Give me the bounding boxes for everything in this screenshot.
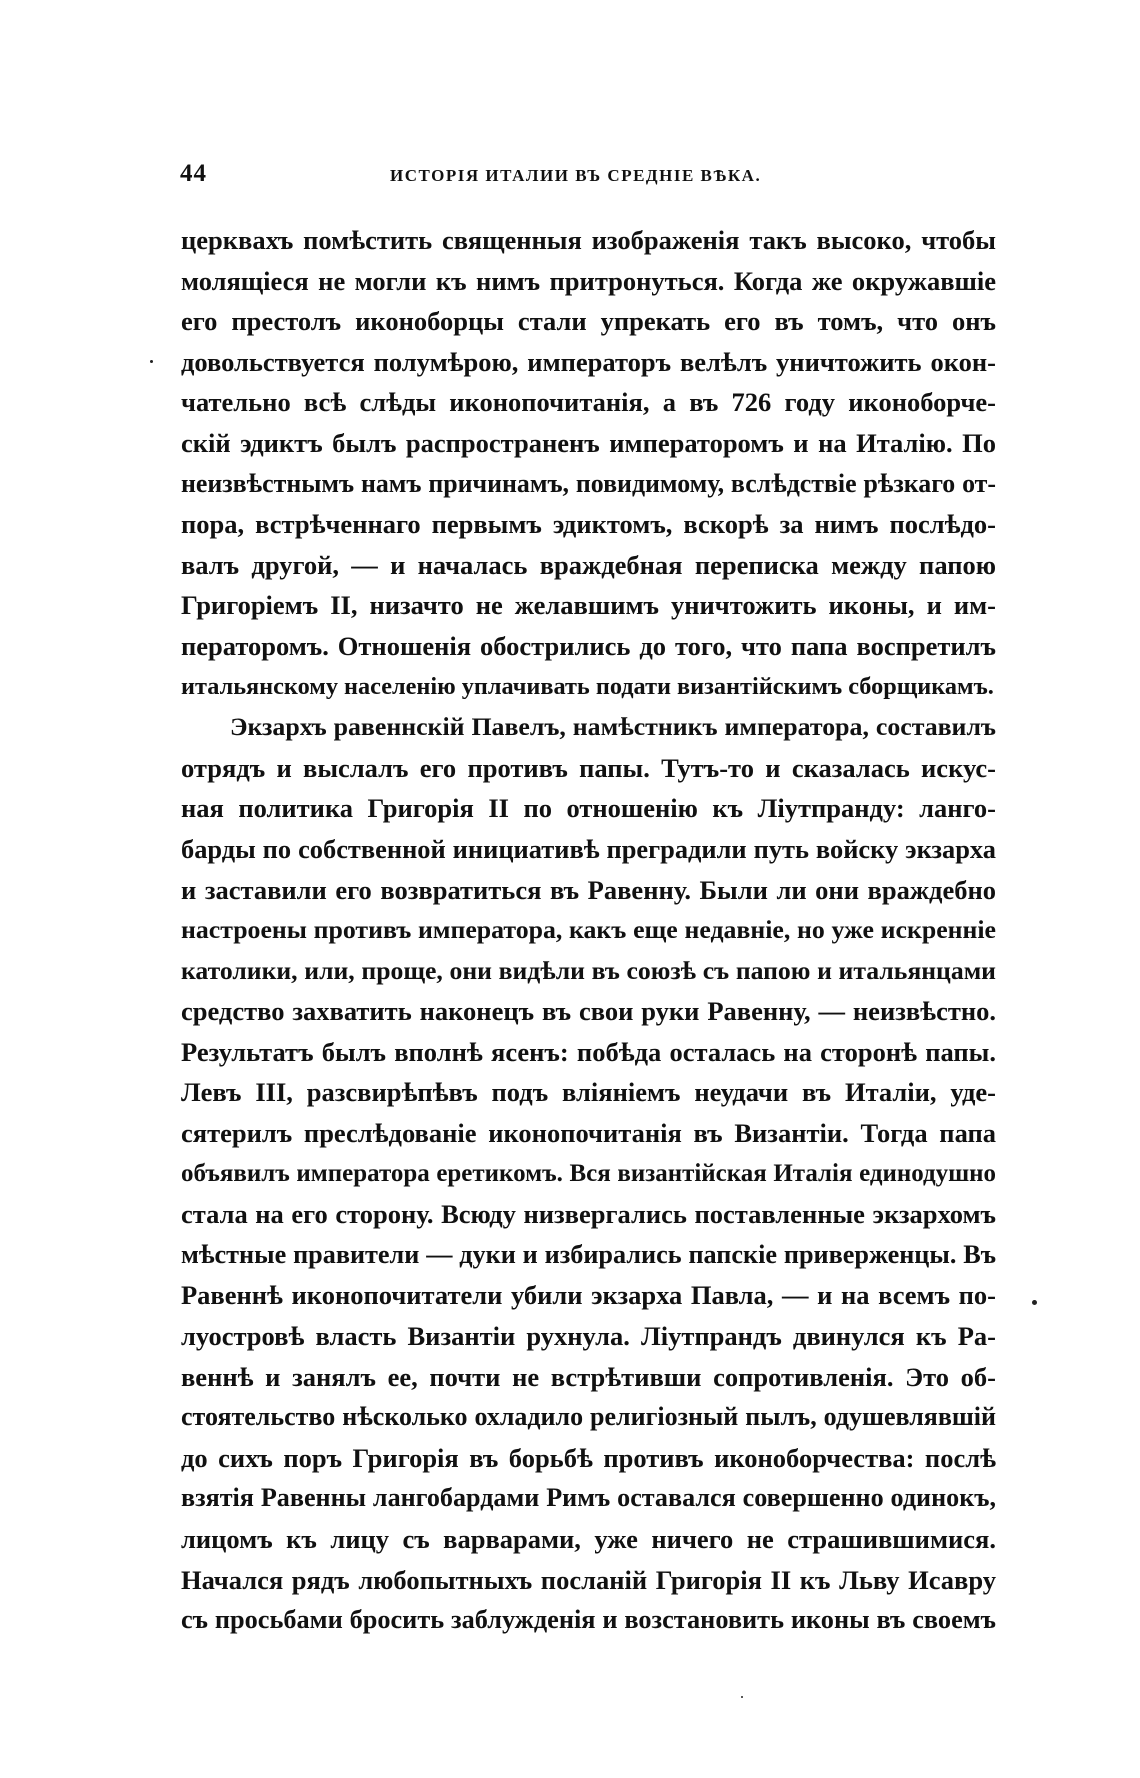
text-line: до сихъ поръ Григорія въ борьбѣ противъ иконоборчества: послѣ [181,1442,996,1473]
scan-speck [1032,1300,1037,1305]
text-line: Экзархъ равеннскій Павелъ, намѣстникъ императора, составилъ [230,712,996,742]
text-line: средство захватить наконецъ въ свои руки Равенну, — неизвѣстно. [181,996,996,1027]
text-line: ная политика Григорія II по отношенію къ Ліутпранду: ланго- [181,793,996,824]
text-line: объявилъ императора еретикомъ. Вся византійская Италія единодушно [181,1159,996,1187]
text-line: церквахъ помѣстить священныя изображенія такъ высоко, чтобы [181,225,996,255]
text-line: его престолъ иконоборцы стали упрекать его въ томъ, что онъ [181,306,996,337]
scan-speck [741,1696,743,1698]
text-line: Григоріемъ II, низачто не желавшимъ уничтожить иконы, и им- [181,590,996,621]
text-line: Равеннѣ иконопочитатели убили экзарха Павла, — и на всемъ по- [181,1280,996,1311]
text-line: ператоромъ. Отношенія обострились до того, что папа воспретилъ [181,630,996,661]
text-line: лицомъ къ лицу съ варварами, уже ничего не страшившимися. [181,1524,996,1554]
text-line: настроены противъ императора, какъ еще недавніе, но уже искренніе [181,915,996,945]
text-line: Левъ III, разсвирѣпѣвъ подъ вліяніемъ неудачи въ Италіи, уде- [181,1077,996,1108]
text-line: неизвѣстнымъ намъ причинамъ, повидимому, вслѣдствіе рѣзкаго от- [181,468,996,498]
text-line: съ просьбами бросить заблужденія и возстановить иконы въ своемъ [181,1605,996,1635]
running-title: ИСТОРІЯ ИТАЛИИ ВЪ СРЕДНІЕ ВѢКА. [390,166,762,185]
text-line: барды по собственной инициативѣ преградили путь войску экзарха [181,833,996,864]
text-line: молящіеся не могли къ нимъ притронуться. Когда же окружавшіе [181,265,996,296]
text-line: веннѣ и занялъ ее, почти не встрѣтивши сопротивленія. Это об- [181,1361,996,1392]
text-line: отрядъ и выслалъ его противъ папы. Тутъ-то и сказалась искус- [181,752,996,783]
text-line: луостровѣ власть Византіи рухнула. Ліутпрандъ двинулся къ Ра- [181,1321,996,1352]
text-line: Результатъ былъ вполнѣ ясенъ: побѣда осталась на сторонѣ папы. [181,1036,996,1067]
text-line: чательно всѣ слѣды иконопочитанія, а въ 726 году иконоборче- [181,387,996,418]
text-line: взятія Равенны лангобардами Римъ оставался совершенно одинокъ, [181,1483,996,1513]
text-line: довольствуется полумѣрою, императоръ велѣлъ уничтожить окон- [181,346,996,377]
scan-speck [150,360,153,363]
text-line: пора, встрѣченнаго первымъ эдиктомъ, вскорѣ за нимъ послѣдо- [181,509,996,540]
text-line: стала на его сторону. Всюду низвергались поставленные экзархомъ [181,1199,996,1230]
text-line: мѣстные правители — дуки и избирались папскіе приверженцы. Въ [181,1239,996,1269]
text-line: католики, или, проще, они видѣли въ союзѣ съ папою и итальянцами [181,955,996,985]
body-text [181,220,996,1641]
text-line: валъ другой, — и началась враждебная переписка между папою [181,549,996,580]
page-number: 44 [180,160,207,187]
text-line: и заставили его возвратиться въ Равенну. Были ли они враждебно [181,874,996,905]
text-line: итальянскому населенію уплачивать подати византійскимъ сборщикамъ. [181,672,994,700]
text-line: стоятельство нѣсколько охладило религіозный пылъ, одушевлявшій [181,1402,996,1432]
text-line: Начался рядъ любопытныхъ посланій Григорія II къ Льву Исавру [181,1564,996,1595]
text-line: скій эдиктъ былъ распространенъ императоромъ и на Италію. По [181,427,996,458]
text-line: сятерилъ преслѣдованіе иконопочитанія въ Византіи. Тогда папа [181,1118,996,1149]
